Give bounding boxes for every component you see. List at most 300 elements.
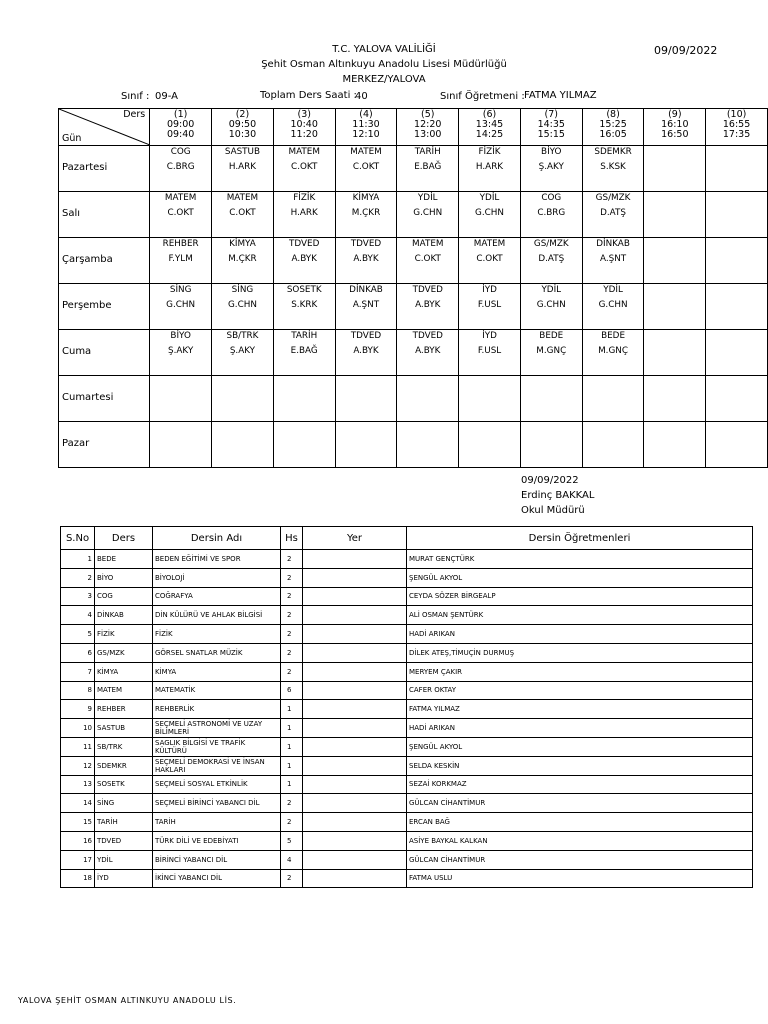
lesson-code	[274, 377, 335, 392]
lesson-cell	[459, 284, 521, 330]
corner-gun-label: Gün	[62, 133, 82, 144]
period-n: (2)	[235, 109, 250, 120]
col-dersin-adi-header: Dersin Adı	[153, 527, 281, 550]
period-n: (6)	[482, 109, 497, 120]
teacher-code	[397, 438, 458, 453]
header-location: MERKEZ/YALOVA	[342, 74, 426, 85]
col-ogretmenler-cell: CEYDA SÖZER BİRGEALP	[407, 587, 753, 606]
lesson-code	[583, 423, 644, 438]
lesson-cell	[459, 422, 521, 468]
col-ders-cell: SASTUB	[95, 719, 153, 738]
col-sno-cell: 2	[61, 568, 95, 587]
teacher-code	[644, 346, 705, 361]
lesson-code	[150, 423, 211, 438]
period-start: 10:40	[290, 119, 318, 130]
lesson-cell	[459, 192, 521, 238]
col-ogretmenler-cell: ERCAN BAĞ	[407, 813, 753, 832]
col-yer-cell	[303, 794, 407, 813]
teacher-code	[459, 438, 520, 453]
teacher-code	[706, 300, 767, 315]
period-start: 15:25	[599, 119, 627, 130]
lesson-cell	[644, 284, 706, 330]
lesson-code	[644, 423, 705, 438]
teacher-code: C.OKT	[291, 162, 318, 172]
teacher-code	[644, 438, 705, 453]
day-cell	[59, 284, 150, 330]
teacher-code: A.ŞNT	[352, 300, 380, 310]
day-cell	[59, 192, 150, 238]
teacher-code: H.ARK	[290, 208, 318, 218]
col-dersin-adi-cell: SAGLIK BİLGİSİ VE TRAFİK KÜLTÜRÜ	[153, 737, 281, 756]
col-dersin-adi-cell: REHBERLİK	[153, 700, 281, 719]
course-row	[61, 625, 753, 644]
teacher-code	[212, 438, 273, 453]
col-ders-cell: İYD	[95, 869, 153, 888]
class-teacher-value: FATMA YILMAZ	[524, 90, 597, 101]
lesson-code: KİMYA	[352, 193, 380, 203]
period-end: 15:15	[537, 129, 565, 140]
teacher-code	[644, 162, 705, 177]
lesson-cell	[706, 284, 768, 330]
corner-ders-label: Ders	[123, 109, 146, 120]
lesson-cell	[273, 330, 335, 376]
col-yer-cell	[303, 850, 407, 869]
total-hours-label: Toplam Ders Saati :	[260, 90, 357, 101]
period-n: (10)	[726, 109, 747, 120]
period-end: 10:30	[228, 129, 257, 140]
lesson-cell	[582, 192, 644, 238]
col-sno-cell: 7	[61, 662, 95, 681]
period-n: (4)	[359, 109, 373, 120]
period-header	[706, 109, 768, 146]
lesson-code: TARİH	[291, 331, 318, 341]
lesson-cell	[644, 422, 706, 468]
lesson-code	[212, 423, 273, 438]
class-value: 09-A	[155, 91, 178, 102]
col-yer-cell	[303, 681, 407, 700]
course-row	[61, 813, 753, 832]
lesson-cell	[397, 192, 459, 238]
col-dersin-adi-cell: SEÇMELİ DEMOKRASİ VE İNSAN HAKLARI	[153, 756, 281, 775]
lesson-cell	[582, 284, 644, 330]
lesson-code: TDVED	[350, 239, 382, 249]
lesson-cell	[335, 376, 397, 422]
col-yer-cell	[303, 775, 407, 794]
teacher-code: G.CHN	[598, 300, 628, 310]
col-ogretmenler-cell: GÜLCAN CİHANTİMUR	[407, 850, 753, 869]
lesson-code	[150, 377, 211, 392]
lesson-cell	[273, 376, 335, 422]
lesson-cell	[520, 146, 582, 192]
lesson-cell	[212, 284, 274, 330]
col-dersin-adi-cell: MATEMATİK	[153, 681, 281, 700]
col-ders-cell: SİNG	[95, 794, 153, 813]
lesson-cell	[273, 146, 335, 192]
col-ders-cell: YDİL	[95, 850, 153, 869]
lesson-cell	[706, 238, 768, 284]
lesson-code	[644, 331, 705, 346]
lesson-cell	[335, 146, 397, 192]
lesson-code	[336, 377, 397, 392]
schedule-row	[59, 284, 768, 330]
lesson-code: GS/MZK	[533, 239, 569, 249]
col-ogretmenler-cell: ASİYE BAYKAL KALKAN	[407, 831, 753, 850]
lesson-code	[644, 377, 705, 392]
lesson-code	[644, 239, 705, 254]
course-row	[61, 568, 753, 587]
period-header	[150, 109, 212, 146]
day-name: Perşembe	[62, 300, 112, 311]
lesson-code: MATEM	[412, 239, 444, 249]
period-start: 16:55	[722, 119, 751, 130]
period-n: (7)	[544, 109, 558, 120]
col-hs-cell: 2	[281, 869, 303, 888]
class-label: Sınıf :	[121, 91, 150, 102]
col-ogretmenler-cell: ŞENGÜL AKYOL	[407, 737, 753, 756]
col-ogretmenler-cell: ŞENGÜL AKYOL	[407, 568, 753, 587]
lesson-cell	[397, 146, 459, 192]
lesson-cell	[520, 238, 582, 284]
lesson-cell	[397, 376, 459, 422]
teacher-code: D.ATŞ	[600, 208, 626, 218]
signature-title: Okul Müdürü	[521, 505, 585, 516]
col-ogretmenler-cell: CAFER OKTAY	[407, 681, 753, 700]
period-start: 14:35	[537, 119, 565, 130]
lesson-cell	[582, 238, 644, 284]
teacher-code	[397, 392, 458, 407]
lesson-cell	[520, 284, 582, 330]
lesson-cell	[150, 284, 212, 330]
lesson-code	[644, 193, 705, 208]
teacher-code: Ş.AKY	[538, 162, 564, 172]
course-row	[61, 756, 753, 775]
teacher-code	[583, 438, 644, 453]
col-dersin-adi-cell: TÜRK DİLİ VE EDEBİYATI	[153, 831, 281, 850]
lesson-cell	[706, 146, 768, 192]
teacher-code: C.OKT	[352, 162, 380, 172]
day-name: Cuma	[62, 346, 92, 357]
col-sno-cell: 13	[61, 775, 95, 794]
col-dersin-adi-cell: KİMYA	[153, 662, 281, 681]
teacher-code: H.ARK	[475, 162, 504, 172]
header-date: 09/09/2022	[654, 44, 718, 57]
lesson-cell	[212, 192, 274, 238]
period-end: 13:00	[414, 129, 442, 140]
lesson-code	[583, 377, 644, 392]
col-yer-cell	[303, 643, 407, 662]
lesson-code: SİNG	[169, 285, 192, 295]
day-cell	[59, 422, 150, 468]
lesson-cell	[150, 330, 212, 376]
teacher-code: F.USL	[477, 300, 502, 310]
col-dersin-adi-cell: SEÇMELİ BİRİNCİ YABANCI DİL	[153, 794, 281, 813]
col-hs-cell: 2	[281, 550, 303, 569]
lesson-cell	[644, 330, 706, 376]
lesson-code: GS/MZK	[595, 193, 631, 203]
col-sno-cell: 5	[61, 625, 95, 644]
lesson-cell	[582, 422, 644, 468]
teacher-code: C.OKT	[476, 254, 503, 264]
period-header	[273, 109, 335, 146]
teacher-code	[583, 392, 644, 407]
period-end: 11:20	[290, 129, 318, 140]
lesson-code: BİYO	[541, 147, 562, 157]
teacher-code: C.OKT	[167, 208, 194, 218]
col-sno-cell: 11	[61, 737, 95, 756]
lesson-code	[521, 377, 582, 392]
teacher-code: G.CHN	[475, 208, 504, 218]
period-header	[644, 109, 706, 146]
lesson-code	[212, 377, 273, 392]
period-n: (5)	[421, 109, 435, 120]
lesson-cell	[212, 376, 274, 422]
period-n: (8)	[606, 109, 620, 120]
lesson-cell	[335, 330, 397, 376]
col-sno-cell: 15	[61, 813, 95, 832]
col-ogretmenler-cell: SEZAİ KORKMAZ	[407, 775, 753, 794]
lesson-code: İYD	[482, 331, 497, 341]
col-ogretmenler-cell: ALİ OSMAN ŞENTÜRK	[407, 606, 753, 625]
lesson-cell	[335, 192, 397, 238]
teacher-code: G.CHN	[166, 300, 196, 310]
signature-name: Erdinç BAKKAL	[521, 490, 595, 501]
teacher-code: A.BYK	[415, 300, 441, 310]
col-hs-cell: 2	[281, 813, 303, 832]
lesson-code: BİYO	[170, 331, 191, 341]
lesson-cell	[459, 146, 521, 192]
col-hs-cell: 5	[281, 831, 303, 850]
teacher-code: A.ŞNT	[599, 254, 627, 264]
teacher-code: A.BYK	[353, 346, 379, 356]
teacher-code: D.ATŞ	[538, 254, 565, 264]
teacher-code: C.OKT	[414, 254, 441, 264]
teacher-code: C.BRG	[537, 208, 566, 218]
col-ders-cell: SOSETK	[95, 775, 153, 794]
lesson-code: SİNG	[231, 285, 254, 295]
lesson-code	[336, 423, 397, 438]
col-ders-cell: TARİH	[95, 813, 153, 832]
class-teacher-label: Sınıf Öğretmeni :	[440, 91, 525, 102]
lesson-code: MATEM	[226, 193, 259, 203]
lesson-code: YDİL	[417, 193, 438, 203]
course-row	[61, 606, 753, 625]
course-row	[61, 831, 753, 850]
teacher-code: M.GNÇ	[536, 346, 567, 356]
col-yer-cell	[303, 737, 407, 756]
col-ders-cell: REHBER	[95, 700, 153, 719]
lesson-code: FİZİK	[478, 147, 501, 157]
lesson-cell	[335, 238, 397, 284]
col-yer-cell	[303, 625, 407, 644]
lesson-cell	[150, 376, 212, 422]
col-sno-cell: 12	[61, 756, 95, 775]
course-row	[61, 794, 753, 813]
lesson-code	[274, 423, 335, 438]
col-ogretmenler-cell: FATMA YILMAZ	[407, 700, 753, 719]
col-hs-cell: 2	[281, 587, 303, 606]
col-ogretmenler-cell: FATMA USLU	[407, 869, 753, 888]
lesson-code	[397, 377, 458, 392]
period-end: 16:50	[661, 129, 689, 140]
col-ogretmenler-cell: DİLEK ATEŞ,TİMUÇİN DURMUŞ	[407, 643, 753, 662]
day-cell	[59, 330, 150, 376]
lesson-code: COG	[541, 193, 562, 203]
lesson-code	[397, 423, 458, 438]
day-cell	[59, 376, 150, 422]
col-hs-cell: 2	[281, 568, 303, 587]
course-row	[61, 869, 753, 888]
teacher-code	[706, 438, 767, 453]
col-sno-cell: 9	[61, 700, 95, 719]
teacher-code	[274, 392, 335, 407]
lesson-code: YDİL	[541, 285, 562, 295]
lesson-code: MATEM	[473, 239, 506, 249]
schedule-row	[59, 238, 768, 284]
col-hs-cell: 4	[281, 850, 303, 869]
col-ders-cell: BİYO	[95, 568, 153, 587]
lesson-cell	[706, 376, 768, 422]
lesson-code	[706, 331, 767, 346]
lesson-cell	[459, 376, 521, 422]
teacher-code: G.CHN	[413, 208, 443, 218]
teacher-code	[150, 438, 211, 453]
teacher-code	[706, 392, 767, 407]
course-row	[61, 700, 753, 719]
course-row	[61, 775, 753, 794]
lesson-code	[706, 239, 767, 254]
col-ders-cell: GS/MZK	[95, 643, 153, 662]
col-ogretmenler-cell: HADİ ARIKAN	[407, 625, 753, 644]
course-list-table	[60, 526, 753, 888]
total-hours-value: 40	[355, 91, 368, 102]
lesson-code: KİMYA	[229, 239, 256, 249]
col-dersin-adi-cell: BİRİNCİ YABANCI DİL	[153, 850, 281, 869]
teacher-code: C.BRG	[166, 162, 195, 172]
teacher-code: C.OKT	[229, 208, 256, 218]
col-sno-cell: 6	[61, 643, 95, 662]
course-row	[61, 719, 753, 738]
teacher-code: S.KRK	[291, 300, 318, 310]
col-dersin-adi-cell: İKİNCİ YABANCI DİL	[153, 869, 281, 888]
course-row	[61, 662, 753, 681]
lesson-cell	[644, 192, 706, 238]
col-sno-cell: 3	[61, 587, 95, 606]
lesson-code: MATEM	[288, 147, 320, 157]
col-sno-header: S.No	[61, 527, 95, 550]
teacher-code: G.CHN	[227, 300, 257, 310]
col-hs-cell: 2	[281, 606, 303, 625]
col-hs-cell: 2	[281, 625, 303, 644]
col-hs-cell: 6	[281, 681, 303, 700]
lesson-code: BEDE	[539, 331, 564, 341]
lesson-cell	[644, 238, 706, 284]
lesson-cell	[397, 422, 459, 468]
period-header	[335, 109, 397, 146]
header-ministry: T.C. YALOVA VALİLİĞİ	[332, 44, 436, 55]
col-ders-cell: FİZİK	[95, 625, 153, 644]
lesson-cell	[150, 192, 212, 238]
teacher-code	[521, 392, 582, 407]
col-ders-cell: MATEM	[95, 681, 153, 700]
lesson-code: İYD	[482, 285, 497, 295]
schedule-row	[59, 192, 768, 238]
teacher-code: M.ÇKR	[228, 254, 257, 264]
lesson-cell	[212, 238, 274, 284]
lesson-code: SB/TRK	[226, 331, 259, 341]
lesson-cell	[520, 192, 582, 238]
course-row	[61, 550, 753, 569]
col-hs-cell: 1	[281, 737, 303, 756]
day-name: Cumartesi	[62, 392, 114, 403]
lesson-cell	[706, 192, 768, 238]
day-cell	[59, 238, 150, 284]
lesson-code	[644, 285, 705, 300]
lesson-cell	[212, 146, 274, 192]
day-name: Çarşamba	[62, 254, 113, 265]
period-end: 09:40	[166, 129, 195, 140]
lesson-cell	[397, 330, 459, 376]
col-ders-cell: BEDE	[95, 550, 153, 569]
course-row	[61, 643, 753, 662]
col-sno-cell: 1	[61, 550, 95, 569]
lesson-cell	[335, 284, 397, 330]
lesson-code	[706, 147, 767, 162]
teacher-code	[336, 438, 397, 453]
period-header	[212, 109, 274, 146]
lesson-cell	[582, 146, 644, 192]
col-yer-cell	[303, 831, 407, 850]
period-n: (1)	[173, 109, 188, 120]
teacher-code: F.YLM	[168, 254, 193, 264]
teacher-code: E.BAĞ	[290, 346, 318, 356]
lesson-cell	[397, 238, 459, 284]
lesson-code	[521, 423, 582, 438]
col-hs-cell: 1	[281, 756, 303, 775]
col-yer-cell	[303, 756, 407, 775]
lesson-code: YDİL	[603, 285, 623, 295]
col-yer-cell	[303, 662, 407, 681]
teacher-code	[521, 438, 582, 453]
lesson-cell	[644, 376, 706, 422]
teacher-code	[150, 392, 211, 407]
footer-school-name: YALOVA ŞEHİT OSMAN ALTINKUYU ANADOLU LİS.	[18, 996, 237, 1005]
period-start: 09:00	[166, 119, 195, 130]
lesson-cell	[520, 422, 582, 468]
col-yer-cell	[303, 568, 407, 587]
col-yer-header: Yer	[303, 527, 407, 550]
period-n: (3)	[297, 109, 311, 120]
lesson-cell	[150, 422, 212, 468]
period-header	[582, 109, 644, 146]
teacher-code	[644, 392, 705, 407]
lesson-cell	[459, 330, 521, 376]
day-name: Pazar	[62, 438, 90, 449]
lesson-cell	[582, 376, 644, 422]
lesson-cell	[520, 376, 582, 422]
col-dersin-adi-cell: COĞRAFYA	[153, 587, 281, 606]
lesson-code: MATEM	[164, 193, 197, 203]
period-start: 11:30	[352, 119, 380, 130]
col-dersin-adi-cell: BEDEN EĞİTİMİ VE SPOR	[153, 550, 281, 569]
lesson-cell	[582, 330, 644, 376]
schedule-row	[59, 422, 768, 468]
col-yer-cell	[303, 550, 407, 569]
col-yer-cell	[303, 587, 407, 606]
col-dersin-adi-cell: SEÇMELİ SOSYAL ETKİNLİK	[153, 775, 281, 794]
lesson-cell	[273, 238, 335, 284]
col-sno-cell: 4	[61, 606, 95, 625]
col-yer-cell	[303, 719, 407, 738]
